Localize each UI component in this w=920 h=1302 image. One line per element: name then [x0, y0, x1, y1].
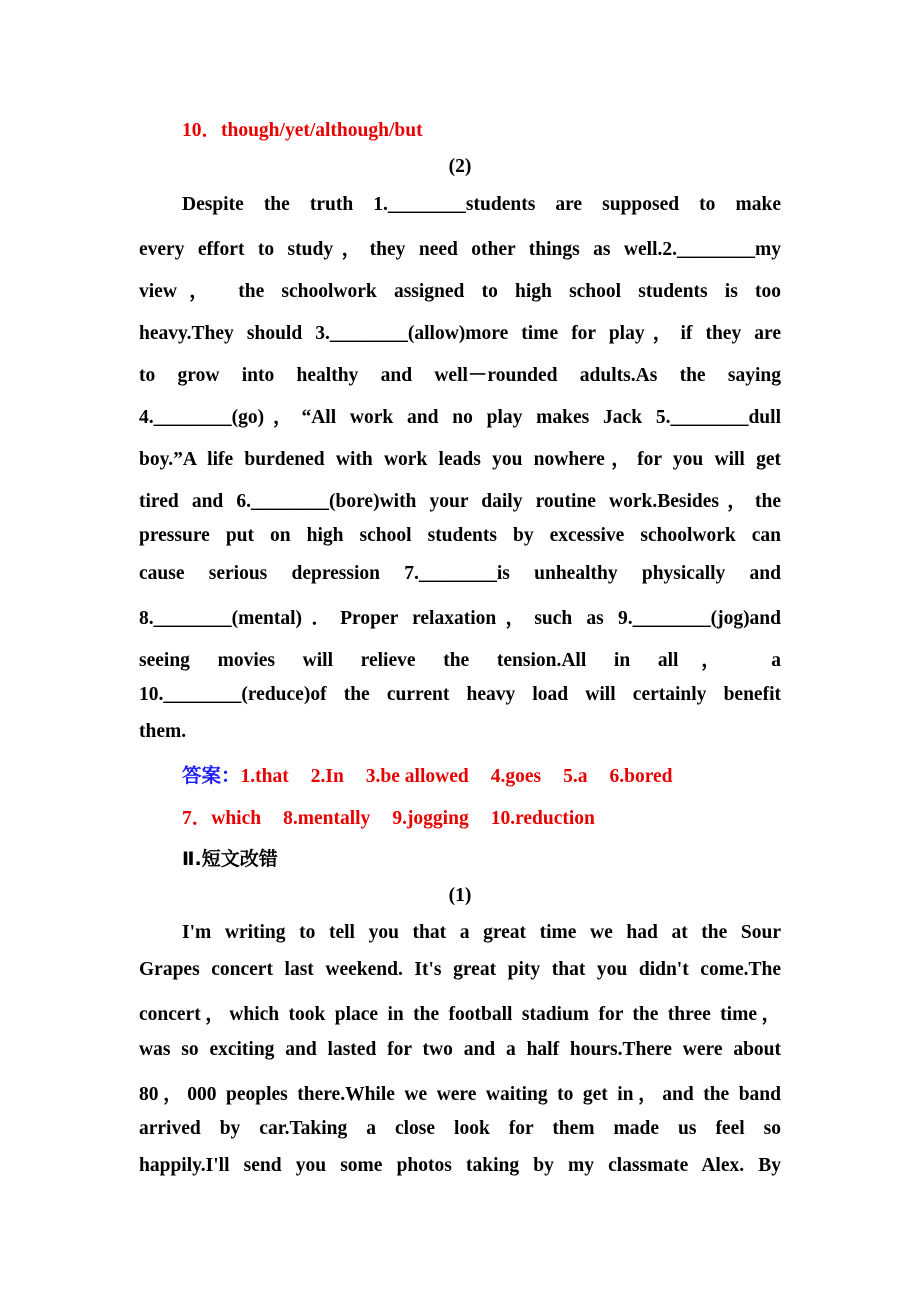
passage-2-line: 8.________(mental)．Proper relaxation，such as 9.________(jog)and [139, 608, 781, 629]
answers-label: 答案： [182, 764, 241, 787]
subsection-1-title: (1) [448, 885, 472, 906]
answer-item: 9.jogging [392, 808, 469, 829]
passage-2-line: 10.________(reduce)of the current heavy load will certainly benefit [139, 684, 781, 705]
passage-2-line: them. [139, 721, 187, 742]
answer-item: 2.In [310, 766, 344, 787]
previous-answer-item: 10．though/yet/although/but [182, 120, 423, 141]
answer-item: 3.be allowed [365, 766, 469, 787]
passage-3-line: was so exciting and lasted for two and a half hours.There were about [139, 1039, 781, 1060]
passage-2-line: view， the schoolwork assigned to high school students is too [139, 281, 781, 302]
answer-item: 10.reduction [490, 808, 595, 829]
passage-2-line: seeing movies will relieve the tension.All in all， a [139, 650, 781, 671]
passage-3-line: happily.I'll send you some photos taking by my classmate Alex. By [139, 1155, 781, 1176]
section-heading-error-correction: Ⅱ.短文改错 [182, 848, 278, 870]
answer-item: 8.mentally [283, 808, 371, 829]
answers-line-2 [182, 802, 781, 830]
section-2-title: (2) [448, 156, 472, 177]
passage-3-line: I'm writing to tell you that a great time we had at the Sour [182, 922, 781, 943]
answer-item: 5.a [563, 766, 588, 787]
passage-2-line: 4.________(go)，“All work and no play makes Jack 5.________dull [139, 407, 781, 428]
passage-2-line: to grow into healthy and well－rounded adults.As the saying [139, 365, 781, 386]
passage-2-line: heavy.They should 3.________(allow)more time for play，if they are [139, 323, 781, 344]
answer-item: 6.bored [609, 766, 673, 787]
passage-3-line: Grapes concert last weekend. It's great pity that you didn't come.The [139, 959, 781, 980]
passage-3-line: concert，which took place in the football stadium for the three time， [139, 1004, 781, 1025]
answers-line-1 [182, 760, 781, 788]
answer-item: 7．which [182, 808, 262, 829]
passage-2-line: tired and 6.________(bore)with your daily routine work.Besides，the [139, 491, 781, 512]
answer-item: 4.goes [490, 766, 542, 787]
passage-2-line: boy.”A life burdened with work leads you nowhere，for you will get [139, 449, 781, 470]
passage-2-line: pressure put on high school students by excessive schoolwork can [139, 525, 781, 546]
passage-2-line: every effort to study，they need other things as well.2.________my [139, 239, 781, 260]
passage-3-line: arrived by car.Taking a close look for them made us feel so [139, 1118, 781, 1139]
passage-2-line: Despite the truth 1.________students are supposed to make [182, 194, 781, 215]
passage-2-line: cause serious depression 7.________is unhealthy physically and [139, 563, 781, 584]
answer-item: 1.that [240, 766, 289, 787]
passage-3-line: 80，000 peoples there.While we were waiting to get in，and the band [139, 1084, 781, 1105]
